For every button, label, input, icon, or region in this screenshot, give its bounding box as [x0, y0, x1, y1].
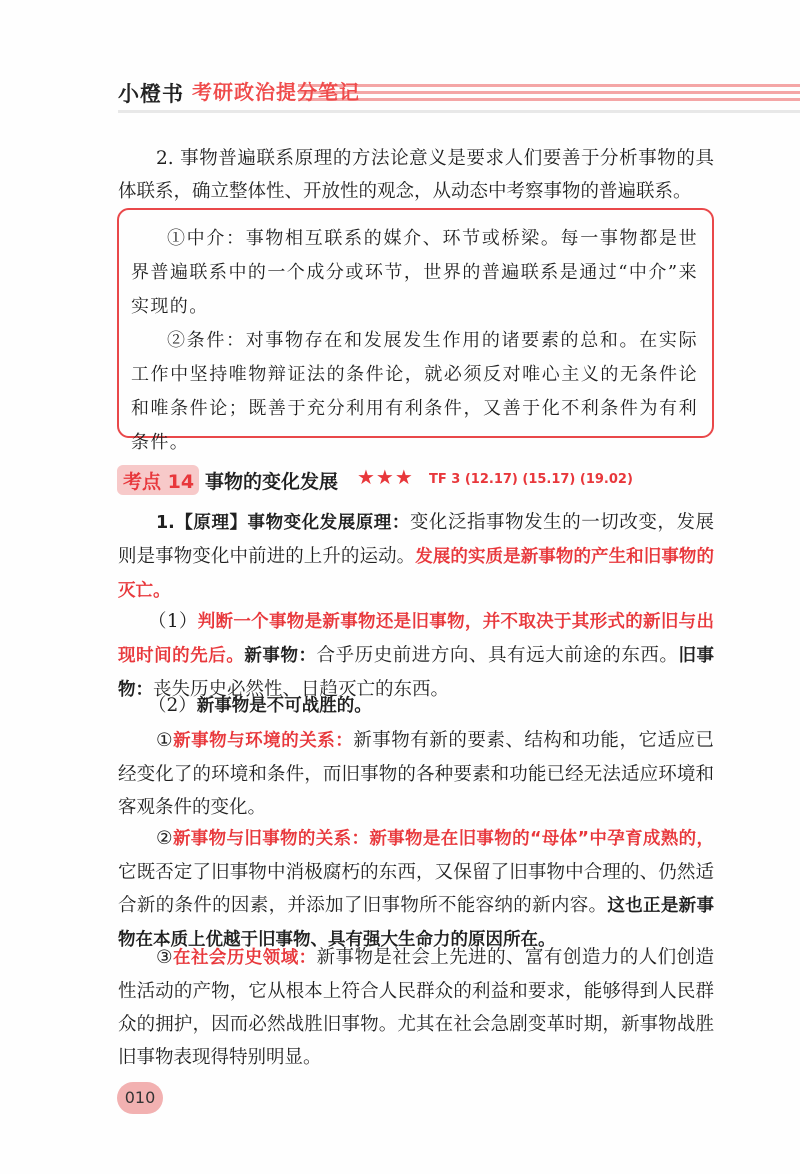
- society-heading: 在社会历史领域：: [173, 948, 317, 968]
- header-stripe: [298, 98, 800, 101]
- society-marker: ③: [156, 947, 174, 968]
- page-number: 010: [124, 1088, 156, 1107]
- new-thing-label: 新事物：: [244, 646, 317, 666]
- section-number: 考点 14: [123, 471, 195, 493]
- exam-frequency: TF 3 (12.17) (15.17) (19.02): [429, 472, 633, 487]
- book-subtitle: 考研政治提分笔记: [192, 80, 360, 104]
- old-thing-definition: 丧失历史必然性、日趋灭亡的东西。: [153, 679, 450, 700]
- environment-text: 新事物有新的要素、结构和功能，它适应已经变化了的环境和条件，而旧事物的各种要素和功能已经无法适应环境和客观条件的变化。: [118, 730, 714, 818]
- old-thing-label: 旧事物：: [118, 646, 715, 700]
- book-subtitle-box: [188, 76, 364, 104]
- society-text: 新事物是社会上先进的、富有创造力的人们创造性活动的产物，它从根本上符合人民群众的利益和要求，能够得到人民群众的拥护，因而必然战胜旧事物。尤其在社会急剧变革时期，新事物战胜旧事物表现得特别明显。: [118, 947, 714, 1068]
- invincible-statement: 新事物是不可战胜的。: [196, 696, 372, 716]
- page-number-badge: [117, 1082, 163, 1114]
- principle-text: 变化泛指事物发生的一切改变，发展则是事物变化中前进的上升的运动。: [118, 512, 714, 567]
- running-header: [118, 78, 800, 108]
- relation-conclusion: 这也正是新事物在本质上优越于旧事物、具有强大生命力的原因所在。: [118, 896, 715, 950]
- principle-highlight: 发展的实质是新事物的产生和旧事物的灭亡。: [118, 547, 714, 601]
- environment-heading: 新事物与环境的关系：: [173, 731, 354, 751]
- invincible-number: （2）: [148, 695, 197, 716]
- book-brand: 小橙书: [118, 82, 184, 106]
- judgement-highlight: 判断一个事物是新事物还是旧事物，并不取决于其形式的新旧与出现时间的先后。: [118, 612, 714, 666]
- relation-paragraph: [118, 822, 714, 957]
- principle-lead: 1.【原理】事物变化发展原理：: [156, 513, 410, 533]
- note-item-conditions: ②条件：对事物存在和发展发生作用的诸要素的总和。在实际工作中坚持唯物辩证法的条件论，就必须反对唯心主义的无条件论和唯条件论；既善于充分利用有利条件，又善于化不利条件为有利条件。: [131, 330, 698, 453]
- society-paragraph: [118, 941, 714, 1074]
- principle-paragraph: [118, 506, 714, 608]
- environment-marker: ①: [156, 730, 174, 751]
- note-box: [117, 208, 714, 453]
- judgement-number: （1）: [148, 611, 198, 632]
- note-item-mediation: ①中介：事物相互联系的媒介、环节或桥梁。每一事物都是世界普遍联系中的一个成分或环节，世界的普遍联系是通过“中介”来实现的。: [131, 228, 698, 317]
- intro-text: 2. 事物普遍联系原理的方法论意义是要求人们要善于分析事物的具体联系，确立整体性、开放性的观念，从动态中考察事物的普遍联系。: [118, 148, 714, 202]
- section-title: 事物的变化发展: [205, 471, 339, 493]
- importance-stars-icon: ★★★: [357, 465, 414, 489]
- header-stripe: [298, 91, 800, 94]
- relation-text: 它既否定了旧事物中消极腐朽的东西，又保留了旧事物中合理的、仍然适合新的条件的因素，并添加了旧事物所不能容纳的新内容。: [118, 862, 714, 916]
- new-thing-definition: 合乎历史前进方向、具有远大前途的东西。: [316, 645, 679, 666]
- intro-paragraph: [118, 142, 714, 208]
- section-badge: [117, 465, 199, 495]
- section-heading: [117, 465, 737, 495]
- header-stripe: [298, 84, 800, 87]
- invincible-paragraph: [118, 689, 714, 723]
- relation-marker: ②: [156, 828, 173, 849]
- relation-highlight: 新事物是在旧事物的“母体”中孕育成熟的，: [369, 829, 714, 849]
- environment-paragraph: [118, 724, 714, 824]
- header-divider: [118, 110, 800, 113]
- relation-heading: 新事物与旧事物的关系：: [172, 829, 370, 849]
